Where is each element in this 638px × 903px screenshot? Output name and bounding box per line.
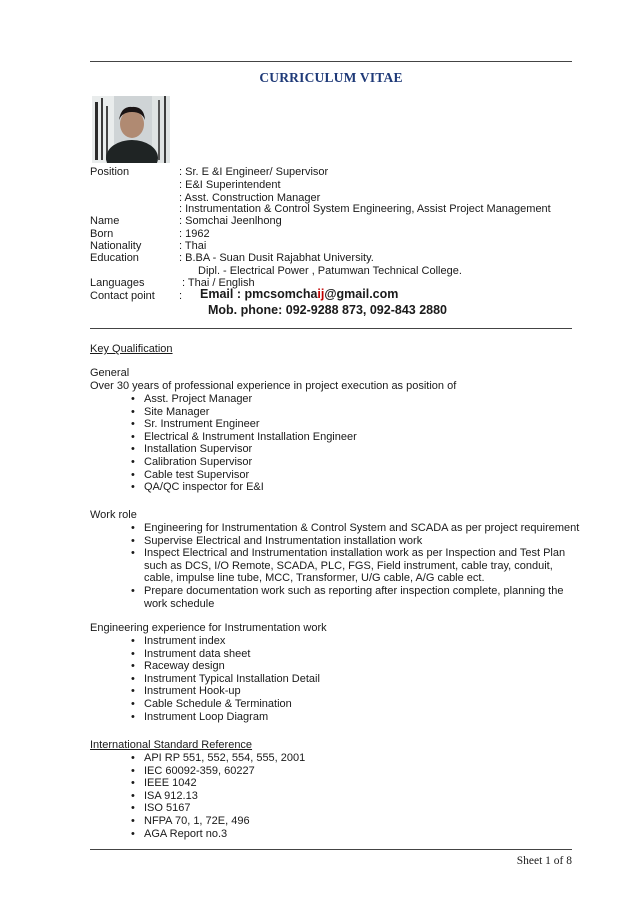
- bullet-icon: •: [131, 752, 135, 764]
- bullet-icon: •: [131, 418, 135, 431]
- list-item-continued: work schedule: [144, 598, 215, 610]
- education-label: Education: [90, 252, 139, 264]
- position-line-4: : Instrumentation & Control System Engineering, Assist Project Management: [179, 203, 551, 215]
- bullet-icon: •: [131, 647, 135, 660]
- list-item: Instrument index: [144, 635, 226, 647]
- nationality-label: Nationality: [90, 240, 142, 252]
- list-item: IEEE 1042: [144, 777, 197, 790]
- section-rule: [90, 328, 572, 329]
- list-item: NFPA 70, 1, 72E, 496: [144, 815, 250, 827]
- list-item: Prepare documentation work such as reporting after inspection complete, planning the: [144, 585, 564, 597]
- list-item-continued: cable, impulse line tube, MCC, Transformer, U/G cable, A/G cable ect.: [144, 572, 485, 584]
- general-intro: Over 30 years of professional experience in project execution as position of: [90, 380, 457, 392]
- languages-label: Languages: [90, 277, 145, 289]
- list-item: Sr. Instrument Engineer: [144, 418, 260, 431]
- languages-value: : Thai / English: [182, 277, 255, 289]
- list-item: Supervise Electrical and Instrumentation installation work: [144, 535, 423, 547]
- position-label: Position: [90, 166, 130, 178]
- bullet-icon: •: [131, 660, 135, 673]
- list-item: Cable test Supervisor: [144, 468, 250, 481]
- bullet-icon: •: [131, 815, 135, 827]
- name-label: Name: [90, 215, 120, 227]
- page-title: CURRICULUM VITAE: [259, 70, 403, 85]
- phone-number: Mob. phone: 092-9288 873, 092-843 2880: [208, 303, 448, 317]
- list-item: Raceway design: [144, 660, 225, 673]
- bullet-icon: •: [131, 393, 135, 405]
- name-value: : Somchai Jeenlhong: [179, 215, 282, 227]
- position-line-1: : Sr. E &I Engineer/ Supervisor: [179, 166, 329, 178]
- bullet-icon: •: [131, 535, 135, 547]
- list-item: Engineering for Instrumentation & Control System and SCADA as per project requirement: [144, 522, 580, 534]
- contact-label: Contact point: [90, 290, 155, 302]
- nationality-value: : Thai: [179, 240, 207, 252]
- bullet-icon: •: [131, 635, 135, 647]
- top-rule: [90, 61, 572, 62]
- list-item: API RP 551, 552, 554, 555, 2001: [144, 752, 306, 764]
- bullet-icon: •: [131, 764, 135, 777]
- bullet-icon: •: [131, 405, 135, 418]
- standard-reference-heading: International Standard Reference: [90, 739, 253, 751]
- bullet-icon: •: [131, 468, 135, 481]
- email-address[interactable]: Email : pmcsomchaij@gmail.com: [200, 287, 399, 301]
- bullet-icon: •: [131, 710, 135, 723]
- key-qualification-heading: Key Qualification: [90, 343, 173, 355]
- list-item-continued: such as DCS, I/O Remote, SCADA, PLC, FGS, Field instrument, cable tray, conduit,: [144, 560, 553, 572]
- contact-colon: :: [179, 290, 183, 302]
- bullet-icon: •: [131, 443, 135, 456]
- education-line-2: Dipl. - Electrical Power , Patumwan Technical College.: [198, 265, 462, 277]
- work-role-heading: Work role: [90, 509, 137, 521]
- list-item: ISO 5167: [144, 802, 191, 815]
- list-item: Instrument Typical Installation Detail: [144, 672, 320, 685]
- position-line-3: : Asst. Construction Manager: [179, 192, 321, 204]
- list-item: Cable Schedule & Termination: [144, 698, 292, 710]
- list-item: QA/QC inspector for E&I: [144, 481, 264, 494]
- bullet-icon: •: [131, 789, 135, 802]
- bullet-icon: •: [131, 522, 135, 534]
- bullet-icon: •: [131, 430, 135, 443]
- footer-rule: [90, 849, 572, 850]
- list-item: ISA 912.13: [144, 789, 198, 802]
- list-item: Electrical & Instrument Installation Engineer: [144, 430, 357, 443]
- bullet-icon: •: [131, 802, 135, 815]
- general-heading: General: [90, 367, 130, 379]
- list-item: AGA Report no.3: [144, 827, 228, 840]
- born-value: : 1962: [179, 228, 210, 240]
- bullet-icon: •: [131, 698, 135, 710]
- bullet-icon: •: [131, 481, 135, 494]
- sheet-number: Sheet 1 of 8: [516, 855, 572, 867]
- list-item: Instrument data sheet: [144, 647, 251, 660]
- list-item: Installation Supervisor: [144, 443, 253, 456]
- position-line-2: : E&I Superintendent: [179, 179, 281, 191]
- profile-photo: [92, 96, 170, 163]
- bullet-icon: •: [131, 672, 135, 685]
- list-item: Instrument Loop Diagram: [144, 710, 269, 723]
- list-item: Instrument Hook-up: [144, 685, 241, 698]
- bullet-icon: •: [131, 547, 135, 559]
- list-item: Calibration Supervisor: [144, 456, 253, 468]
- engineering-experience-heading: Engineering experience for Instrumentation work: [90, 622, 327, 634]
- list-item: Asst. Project Manager: [144, 393, 253, 405]
- born-label: Born: [90, 228, 114, 240]
- bullet-icon: •: [131, 585, 135, 597]
- bullet-icon: •: [131, 685, 135, 698]
- list-item: Inspect Electrical and Instrumentation installation work as per Inspection and Test Plan: [144, 547, 566, 559]
- list-item: Site Manager: [144, 405, 210, 418]
- bullet-icon: •: [131, 456, 135, 468]
- education-line-1: : B.BA - Suan Dusit Rajabhat University.: [179, 252, 374, 264]
- list-item: IEC 60092-359, 60227: [144, 764, 255, 777]
- bullet-icon: •: [131, 777, 135, 790]
- bullet-icon: •: [131, 827, 135, 840]
